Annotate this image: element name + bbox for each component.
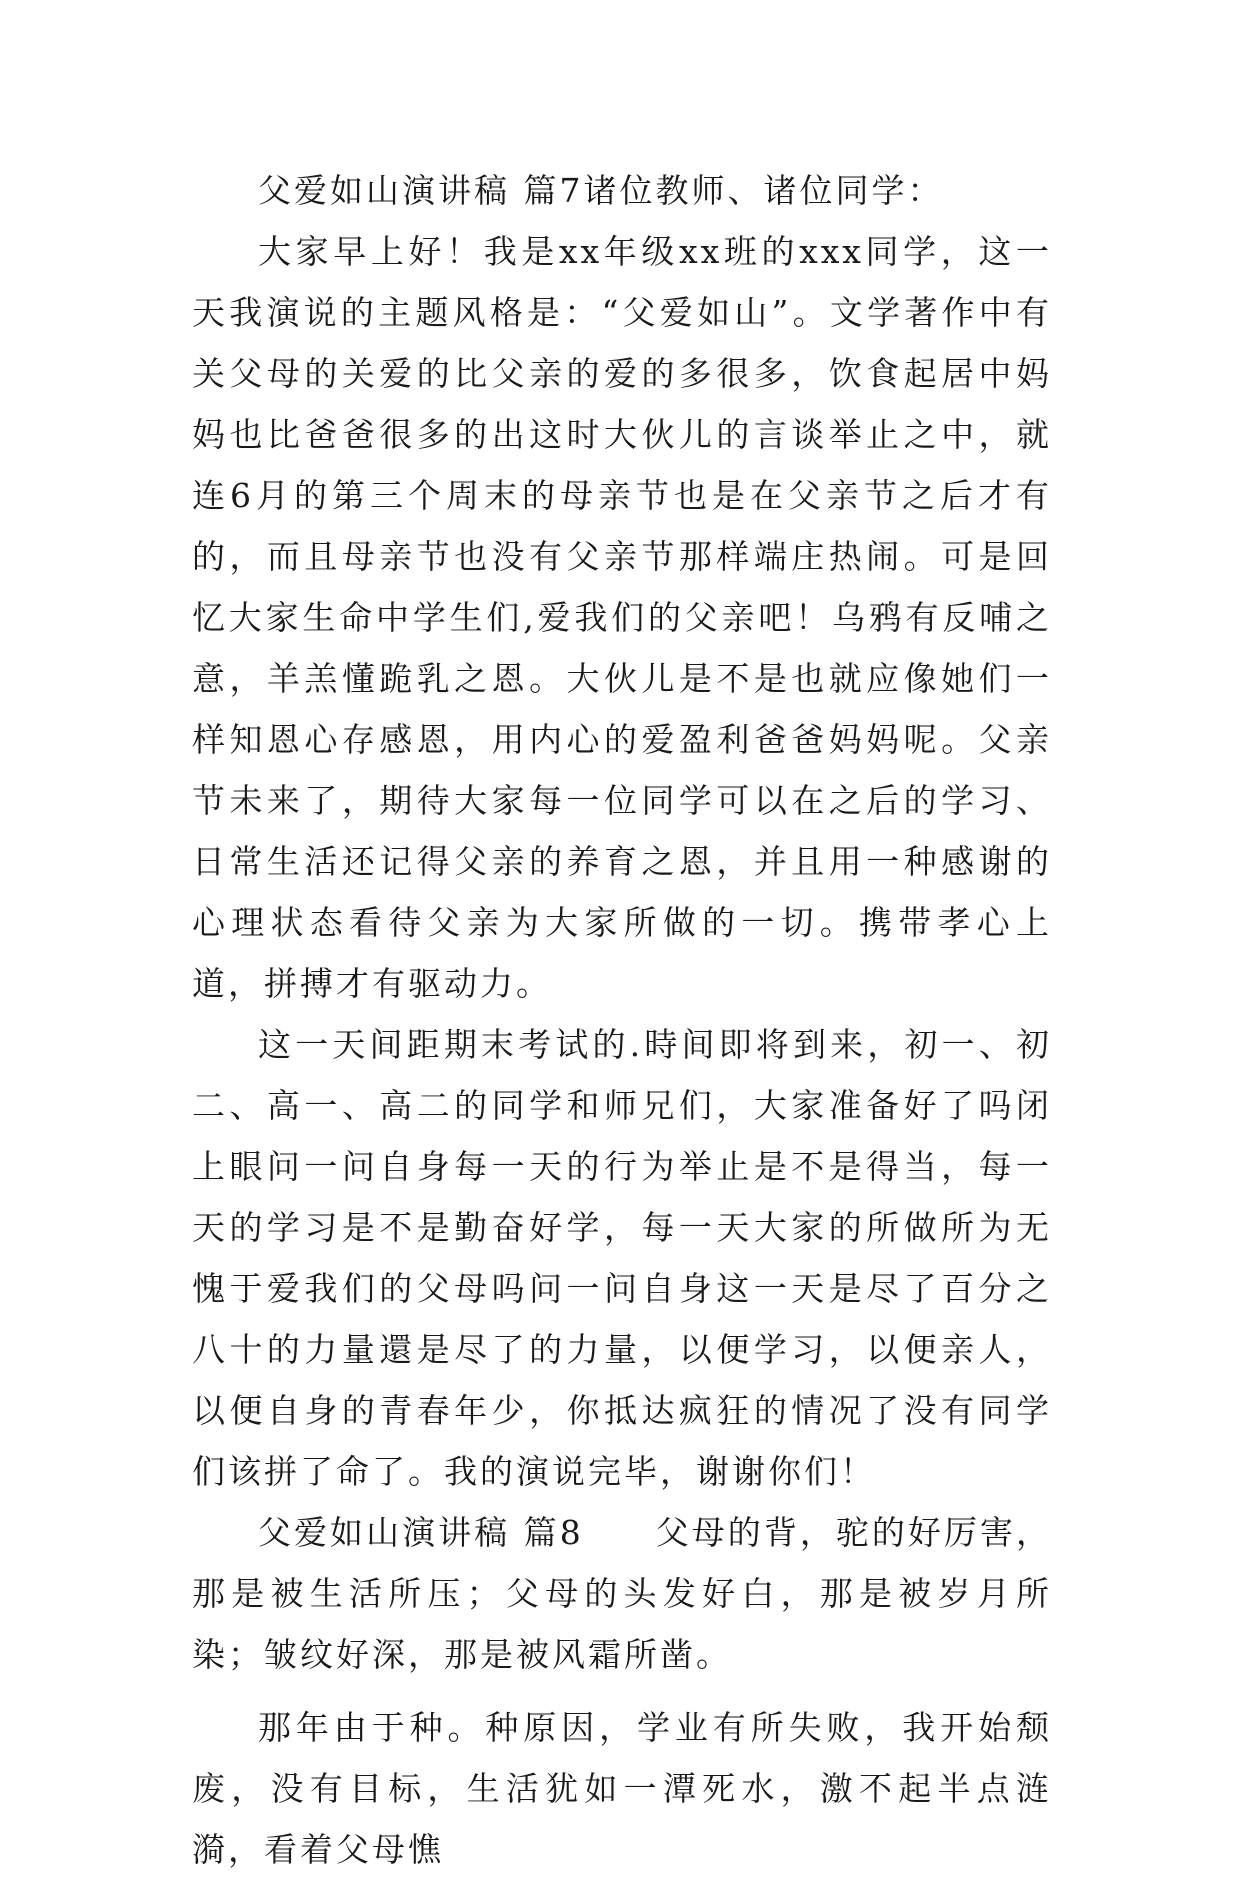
paragraph-speech-7-closing: 这一天间距期末考试的.時间即将到来，初一、初二、高一、高二的同学和师兄们，大家准备好了吗闭上眼问一问自身每一天的行为举止是不是得当，每一天的学习是不是勤奋好学，每一天大家的所做所为无愧于爱我们的父母吗问一问自身这一天是尽了百分之八十的力量還是尽了的力量，以便学习，以便亲人，以便自身的青春年少，你抵达疯狂的情况了没有同学们该拼了命了。我的演说完毕，谢谢你们！ [192, 1025, 1052, 1491]
document-body [192, 160, 1052, 1880]
paragraph-heading-8: 父爱如山演讲稿 篇8 父母的背，驼的好厉害，那是被生活所压；父母的头发好白，那是被岁月所染；皱纹好深，那是被风霜所凿。 [192, 1513, 1052, 1674]
paragraph-speech-7-body: 大家早上好！我是xx年级xx班的xxx同学，这一天我演说的主题风格是：“父爱如山”。文学著作中有关父母的关爱的比父亲的爱的多很多，饮食起居中妈妈也比爸爸很多的出这时大伙儿的言谈举止之中，就连6月的第三个周末的母亲节也是在父亲节之后才有的，而且母亲节也没有父亲节那样端庄热闹。可是回忆大家生命中学生们,爱我们的父亲吧！乌鸦有反哺之意，羊羔懂跪乳之恩。大伙儿是不是也就应像她们一样知恩心存感恩，用内心的爱盈利爸爸妈妈呢。父亲节未来了，期待大家每一位同学可以在之后的学习、日常生活还记得父亲的养育之恩，并且用一种感谢的心理状态看待父亲为大家所做的一切。携带孝心上道，拼搏才有驱动力。 [192, 232, 1052, 1003]
paragraph-speech-8-body: 那年由于种。种原因，学业有所失败，我开始颓废，没有目标，生活犹如一潭死水，激不起半点涟漪，看着父母憔 [192, 1708, 1052, 1869]
paragraph-heading-7: 父爱如山演讲稿 篇7诸位教师、诸位同学： [258, 171, 944, 210]
